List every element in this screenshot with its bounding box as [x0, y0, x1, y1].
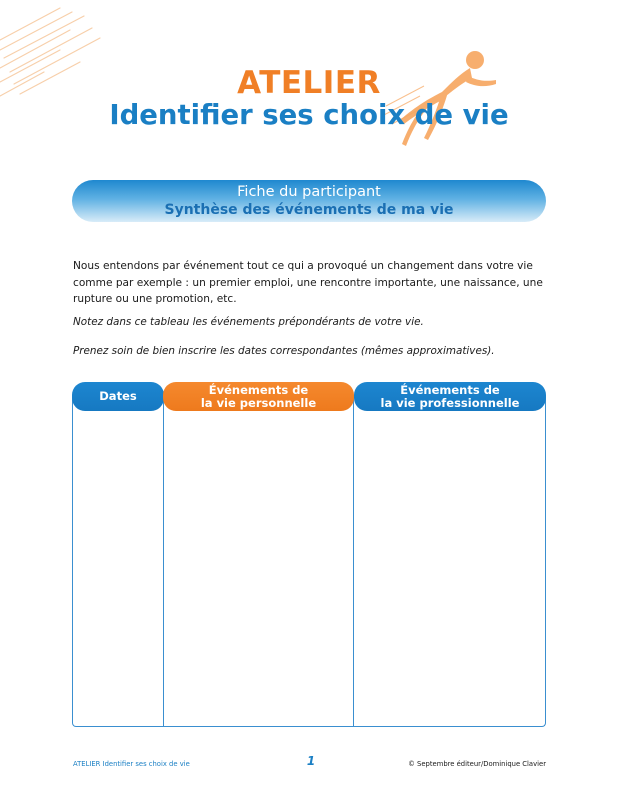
page-number: 1	[306, 754, 316, 768]
column-header-dates-label: Dates	[99, 389, 137, 403]
column-header-dates	[72, 382, 164, 411]
instruction-dates-note: Prenez soin de bien inscrire les dates correspondantes (mêmes approximatives).	[73, 345, 495, 357]
banner-heading: Synthèse des événements de ma vie	[164, 202, 454, 218]
footer-title	[73, 760, 190, 768]
participant-banner	[72, 180, 546, 222]
column-header-personal-line2: la vie personnelle	[200, 396, 317, 410]
column-header-professional	[354, 382, 546, 411]
column-divider	[163, 395, 164, 727]
column-header-personal	[163, 382, 354, 411]
title-atelier: ATELIER	[237, 65, 381, 101]
page-title-block	[0, 66, 618, 131]
footer-workshop-title: Identifier ses choix de vie	[102, 760, 190, 768]
column-header-personal-line1: Événements de	[208, 383, 309, 397]
column-header-professional-line2: la vie professionnelle	[380, 396, 520, 410]
events-table	[72, 395, 546, 727]
footer-copyright: © Septembre éditeur/Dominique Clavier	[408, 760, 546, 768]
banner-subtitle: Fiche du participant	[237, 184, 381, 200]
column-header-professional-line1: Événements de	[400, 383, 500, 397]
intro-paragraph: Nous entendons par événement tout ce qui a provoqué un changement dans votre vie comme par exemple : un premier emploi, une rencontre importante, une naissance, une rupture ou une promotion, etc.	[73, 260, 543, 305]
instruction-note: Notez dans ce tableau les événements prépondérants de votre vie.	[73, 316, 424, 328]
footer-atelier: ATELIER	[73, 760, 101, 768]
column-divider	[353, 395, 354, 727]
page-title: Identifier ses choix de vie	[109, 99, 509, 131]
